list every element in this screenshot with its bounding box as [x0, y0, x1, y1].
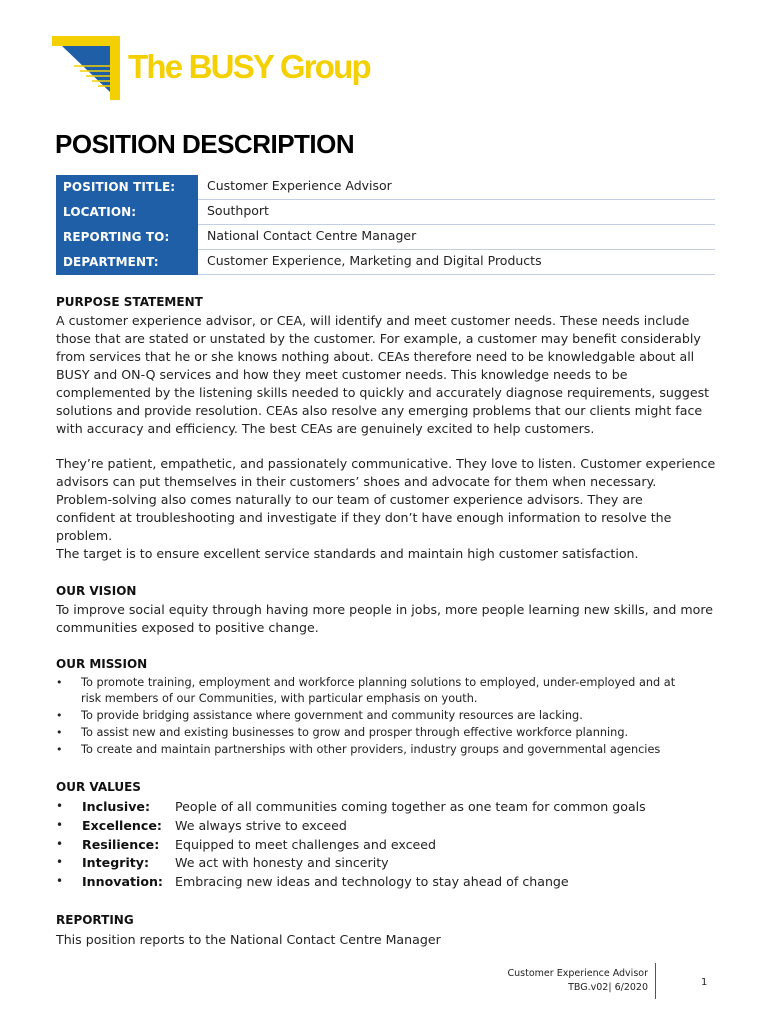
info-row-position-title — [56, 175, 715, 200]
value-text: Equipped to meet challenges and exceed — [175, 837, 437, 852]
mission-item-continued: risk members of our Communities, with particular emphasis on youth. — [81, 692, 478, 705]
purpose-line: those that are stated or unstated by the customer. For example, a customer may benefit considerably — [56, 331, 701, 346]
value-name: Inclusive: — [82, 799, 150, 814]
mission-item: To create and maintain partnerships with other providers, industry groups and governmental agencies — [81, 743, 661, 756]
value-text: Embracing new ideas and technology to stay ahead of change — [175, 874, 569, 889]
page-title: POSITION DESCRIPTION — [55, 129, 355, 159]
purpose-line: The target is to ensure excellent service standards and maintain high customer satisfaction. — [56, 546, 639, 561]
logo-text: The BUSY Group — [128, 48, 370, 85]
purpose-line: A customer experience advisor, or CEA, will identify and meet customer needs. These needs include — [56, 313, 690, 328]
bullet-icon: • — [56, 709, 63, 722]
page-number: 1 — [701, 977, 708, 988]
bullet-icon: • — [56, 855, 64, 869]
purpose-line: from services that he or she knows nothing about. CEAs therefore need to be knowledgable about all — [56, 349, 695, 364]
vision-line: communities exposed to positive change. — [56, 620, 319, 635]
bullet-icon: • — [56, 874, 64, 888]
footer-divider — [655, 963, 656, 999]
value-text: People of all communities coming together as one team for common goals — [175, 799, 646, 814]
info-value: Southport — [198, 200, 715, 225]
mission-item: To promote training, employment and workforce planning solutions to employed, under-employed and at — [81, 676, 676, 689]
logo-blue-mark — [62, 46, 110, 92]
purpose-line: with accuracy and efficiency. The best CEAs are genuinely excited to help customers. — [56, 421, 595, 436]
value-text: We act with honesty and sincerity — [175, 855, 389, 870]
info-value: Customer Experience, Marketing and Digital Products — [198, 250, 715, 275]
info-label: LOCATION: — [56, 200, 198, 225]
bullet-icon: • — [56, 837, 64, 851]
bullet-icon: • — [56, 818, 64, 832]
mission-item: To assist new and existing businesses to grow and prosper through effective workforce planning. — [81, 726, 629, 739]
purpose-line: problem. — [56, 528, 113, 543]
footer-doc-title: Customer Experience Advisor — [507, 968, 648, 979]
info-row-reporting-to — [56, 225, 715, 250]
value-name: Resilience: — [82, 837, 160, 852]
info-row-department — [56, 250, 715, 275]
purpose-line: confident at troubleshooting and investigate if they don’t have enough information to resolve the — [56, 510, 672, 525]
purpose-line: Problem-solving also comes naturally to our team of customer experience advisors. They are — [56, 492, 643, 507]
bullet-icon: • — [56, 676, 63, 689]
purpose-heading: PURPOSE STATEMENT — [56, 295, 203, 309]
position-info-table — [56, 175, 715, 275]
purpose-line: advisors can put themselves in their customers’ shoes and advocate for them when necessary. — [56, 474, 657, 489]
mission-item: To provide bridging assistance where government and community resources are lacking. — [81, 709, 583, 722]
info-value: National Contact Centre Manager — [198, 225, 715, 250]
bullet-icon: • — [56, 743, 63, 756]
footer-version: TBG.v02| 6/2020 — [568, 982, 648, 993]
vision-line: To improve social equity through having more people in jobs, more people learning new skills, and more — [56, 602, 714, 617]
vision-heading: OUR VISION — [56, 584, 137, 598]
info-label: POSITION TITLE: — [56, 175, 198, 200]
purpose-line: BUSY and ON-Q services and how they meet customer needs. This knowledge needs to be — [56, 367, 628, 382]
info-label: REPORTING TO: — [56, 225, 198, 250]
purpose-line: They’re patient, empathetic, and passionately communicative. They love to listen. Customer experience — [56, 456, 716, 471]
info-value: Customer Experience Advisor — [198, 175, 715, 200]
value-name: Innovation: — [82, 874, 163, 889]
purpose-line: solutions and provide resolution. CEAs also resolve any emerging problems that our clients might face — [56, 403, 703, 418]
value-text: We always strive to exceed — [175, 818, 347, 833]
value-name: Integrity: — [82, 855, 150, 870]
reporting-text: This position reports to the National Contact Centre Manager — [56, 932, 441, 947]
bullet-icon: • — [56, 799, 64, 813]
bullet-icon: • — [56, 726, 63, 739]
info-label: DEPARTMENT: — [56, 250, 198, 275]
info-row-location — [56, 200, 715, 225]
values-heading: OUR VALUES — [56, 780, 141, 794]
value-name: Excellence: — [82, 818, 162, 833]
mission-heading: OUR MISSION — [56, 657, 148, 671]
purpose-line: complemented by the listening skills needed to quickly and accurately diagnose requirements, suggest — [56, 385, 710, 400]
reporting-heading: REPORTING — [56, 913, 134, 927]
